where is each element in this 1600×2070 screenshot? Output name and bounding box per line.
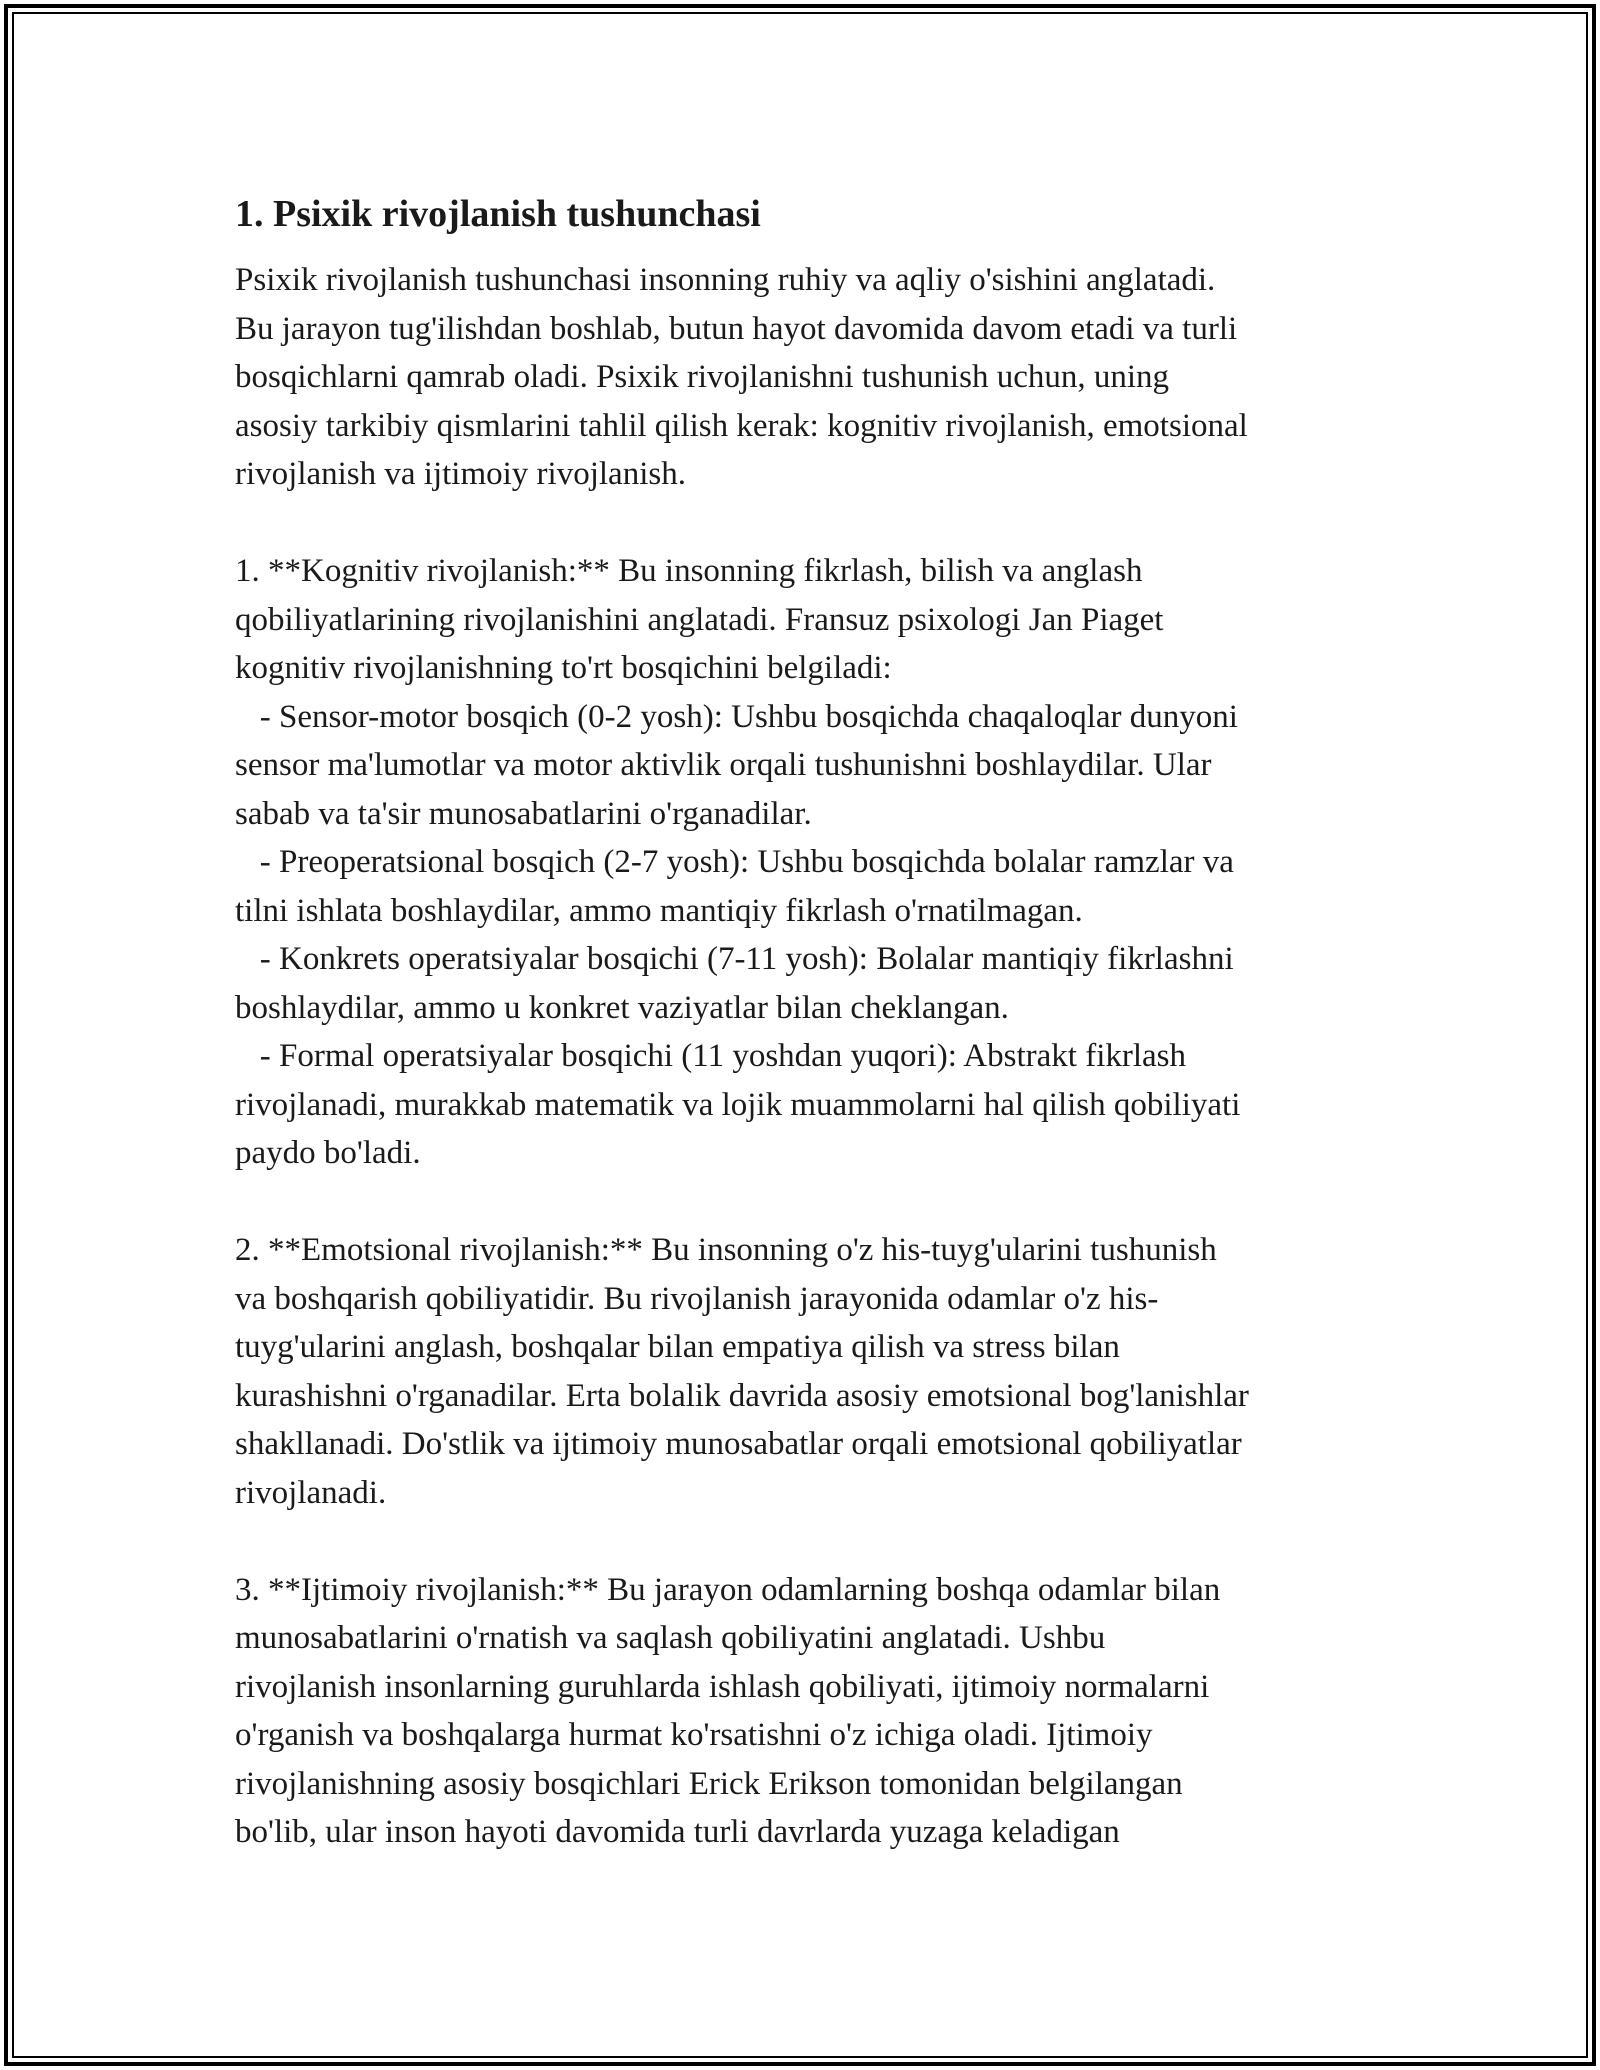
paragraph-gap xyxy=(235,1178,1375,1227)
text-line: 1. **Kognitiv rivojlanish:** Bu insonning fikrlash, bilish va anglash xyxy=(235,553,1143,589)
text-line: bosqichlarni qamrab oladi. Psixik rivojlanishni tushunish uchun, uning xyxy=(235,359,1170,395)
text-line: Psixik rivojlanish tushunchasi insonning ruhiy va aqliy o'sishini anglatadi. xyxy=(235,262,1216,298)
document-body xyxy=(235,186,1375,1857)
text-line: 2. **Emotsional rivojlanish:** Bu insonning o'z his-tuyg'ularini tushunish xyxy=(235,1232,1217,1268)
text-line: Bu jarayon tug'ilishdan boshlab, butun hayot davomida davom etadi va turli xyxy=(235,310,1238,347)
text-line: o'rganish va boshqalarga hurmat ko'rsatishni o'z ichiga oladi. Ijtimoiy xyxy=(235,1717,1153,1753)
text-line: munosabatlarini o'rnatish va saqlash qobiliyatini anglatadi. Ushbu xyxy=(235,1620,1106,1656)
text-line: va boshqarish qobiliyatidir. Bu rivojlanish jarayonida odamlar o'z his- xyxy=(235,1280,1159,1317)
text-line: 3. **Ijtimoiy rivojlanish:** Bu jarayon odamlarning boshqa odamlar bilan xyxy=(235,1571,1221,1608)
text-line: asosiy tarkibiy qismlarini tahlil qilish kerak: kognitiv rivojlanish, emotsional xyxy=(235,407,1248,444)
text-line: rivojlanish insonlarning guruhlarda ishlash qobiliyati, ijtimoiy normalarni xyxy=(235,1668,1210,1705)
list-item-line: - Konkrets operatsiyalar bosqichi (7-11 yosh): Bolalar mantiqiy fikrlashni xyxy=(235,941,1234,977)
paragraph-social xyxy=(235,1566,1375,1857)
text-line: shakllanadi. Do'stlik va ijtimoiy munosabatlar orqali emotsional qobiliyatlar xyxy=(235,1426,1242,1462)
text-line: rivojlanishning asosiy bosqichlari Erick Erikson tomonidan belgilangan xyxy=(235,1765,1183,1802)
text-line: tuyg'ularini anglash, boshqalar bilan empatiya qilish va stress bilan xyxy=(235,1329,1120,1365)
text-line: kognitiv rivojlanishning to'rt bosqichini belgiladi: xyxy=(235,650,892,686)
text-line: bo'lib, ular inson hayoti davomida turli davrlarda yuzaga keladigan xyxy=(235,1814,1120,1850)
list-item-line: - Preoperatsional bosqich (2-7 yosh): Ushbu bosqichda bolalar ramzlar va xyxy=(235,844,1234,880)
paragraph-intro xyxy=(235,256,1375,499)
text-line: rivojlanadi. xyxy=(235,1474,387,1511)
paragraph-cognitive xyxy=(235,547,1375,1178)
text-line: rivojlanish va ijtimoiy rivojlanish. xyxy=(235,456,686,492)
section-heading: 1. Psixik rivojlanish tushunchasi xyxy=(235,193,761,235)
text-line: rivojlanadi, murakkab matematik va lojik muammolarni hal qilish qobiliyati xyxy=(235,1086,1241,1123)
text-line: sabab va ta'sir munosabatlarini o'rganadilar. xyxy=(235,795,812,832)
list-item-line: - Formal operatsiyalar bosqichi (11 yoshdan yuqori): Abstrakt fikrlash xyxy=(235,1038,1187,1074)
paragraph-gap xyxy=(235,1517,1375,1566)
paragraph-gap xyxy=(235,499,1375,548)
text-line: paydo bo'ladi. xyxy=(235,1135,421,1171)
list-item-line: - Sensor-motor bosqich (0-2 yosh): Ushbu bosqichda chaqaloqlar dunyoni xyxy=(235,698,1238,735)
text-line: boshlaydilar, ammo u konkret vaziyatlar bilan cheklangan. xyxy=(235,989,1009,1026)
text-line: kurashishni o'rganadilar. Erta bolalik davrida asosiy emotsional bog'lanishlar xyxy=(235,1377,1249,1414)
text-line: qobiliyatlarining rivojlanishini anglatadi. Fransuz psixologi Jan Piaget xyxy=(235,601,1164,638)
text-line: tilni ishlata boshlaydilar, ammo mantiqiy fikrlash o'rnatilmagan. xyxy=(235,892,1083,929)
paragraph-emotional xyxy=(235,1226,1375,1517)
text-line: sensor ma'lumotlar va motor aktivlik orqali tushunishni boshlaydilar. Ular xyxy=(235,747,1212,783)
